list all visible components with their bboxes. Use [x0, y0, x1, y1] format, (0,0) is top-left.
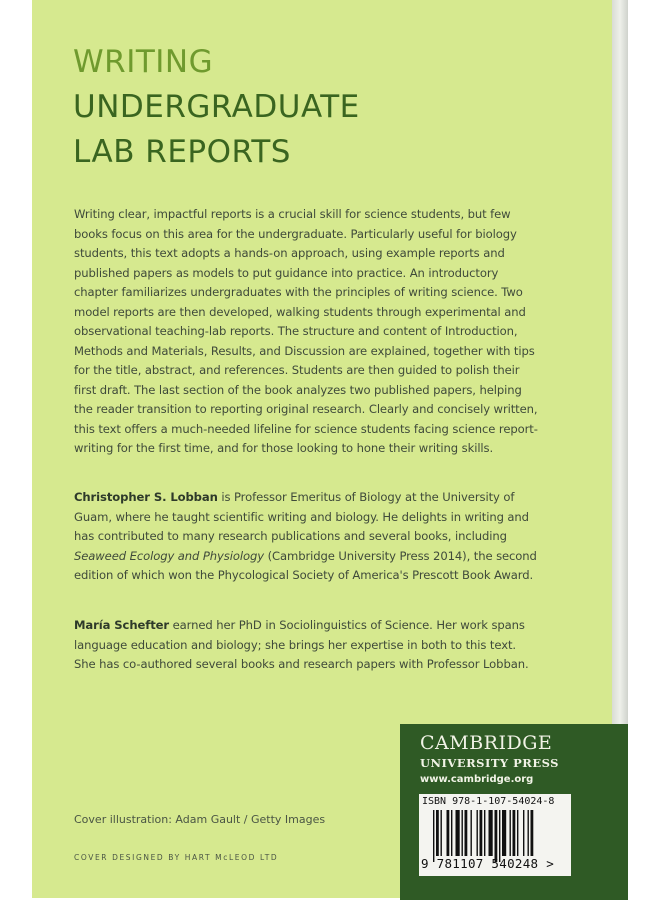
author-bio-schefter [74, 616, 529, 675]
author-name: María Schefter [74, 618, 170, 632]
description-line: first draft. The last section of the book analyzes two published papers, helping [74, 382, 522, 397]
bio-text: She has co-authored several books and research papers with Professor Lobban. [74, 657, 529, 671]
bio-text: is Professor Emeritus of Biology at the University of [217, 490, 515, 504]
description-line: published papers as models to put guidance into practice. An introductory [74, 265, 499, 280]
description-line: model reports are then developed, walking students through experimental and [74, 304, 526, 319]
book-title-reference: Seaweed Ecology and Physiology [74, 548, 264, 563]
author-bio-lobban [74, 488, 537, 586]
description-line: books focus on this area for the undergraduate. Particularly useful for biology [74, 226, 517, 241]
title-line-2: UNDERGRADUATE [73, 89, 360, 125]
description-line: for the title, abstract, and references. Students are then guided to polish their [74, 363, 520, 377]
publisher-block [400, 724, 628, 900]
description-line: writing for the first time, and for those looking to hone their writing skills. [74, 441, 494, 455]
isbn-barcode [419, 794, 571, 876]
bio-text: language education and biology; she brings her expertise in both to this text. [74, 637, 516, 652]
description-line: Writing clear, impactful reports is a crucial skill for science students, but few [74, 207, 511, 221]
bio-text: Guam, where he taught scientific writing and biology. He delights in writing and [74, 509, 529, 524]
bio-text: (Cambridge University Press 2014), the second [264, 548, 537, 563]
bio-text: has contributed to many research publications and several books, including [74, 529, 507, 543]
bio-text: earned her PhD in Sociolinguistics of Science. Her work spans [169, 618, 525, 632]
description-line: Methods and Materials, Results, and Discussion are explained, together with tips [74, 343, 535, 358]
description-line: students, this text adopts a hands-on approach, using example reports and [74, 246, 505, 260]
description-line: this text offers a much-needed lifeline for science students facing science report- [74, 421, 538, 436]
cover-illustration-credit: Cover illustration: Adam Gault / Getty Images [74, 813, 326, 826]
barcode-digits: 9 781107 540248 > [421, 856, 555, 871]
barcode-bars-icon [433, 810, 561, 862]
publisher-url: www.cambridge.org [420, 774, 534, 785]
publisher-logo-line-2: UNIVERSITY PRESS [420, 756, 559, 770]
description-line: the reader transition to reporting original research. Clearly and concisely written, [74, 402, 538, 416]
cover-design-credit: COVER DESIGNED BY HART McLEOD LTD [74, 853, 279, 862]
isbn-text: ISBN 978-1-107-54024-8 [422, 796, 555, 807]
title-line-3: LAB REPORTS [73, 134, 291, 170]
author-name: Christopher S. Lobban [74, 490, 218, 504]
title-line-1: WRITING [73, 44, 214, 80]
description-line: observational teaching-lab reports. The structure and content of Introduction, [74, 324, 518, 338]
publisher-logo-line-1: CAMBRIDGE [420, 732, 553, 754]
book-description [74, 205, 538, 459]
bio-text: edition of which won the Phycological Society of America's Prescott Book Award. [74, 568, 534, 582]
book-title [73, 40, 360, 175]
description-line: chapter familiarizes undergraduates with the principles of writing science. Two [74, 285, 523, 299]
